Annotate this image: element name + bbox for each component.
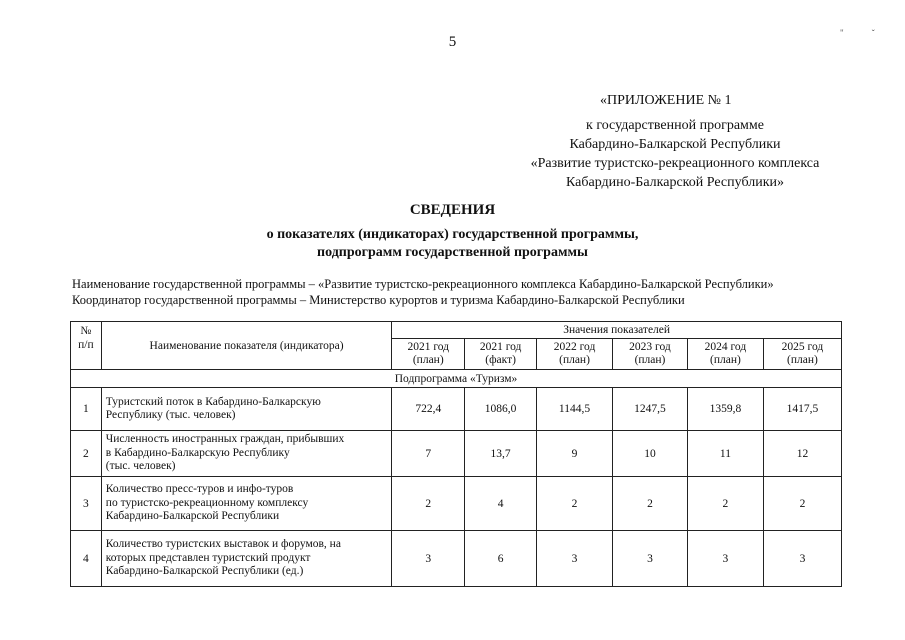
table-row: [71, 388, 842, 431]
indicator-name-line: по туристско-рекреационному комплексу: [105, 496, 309, 509]
year-label: 2024 год: [704, 341, 747, 353]
appendix-lines: [500, 116, 850, 192]
corner-mark: ˇ: [871, 28, 903, 38]
num-header-line: п/п: [78, 339, 94, 351]
values-header: Значения показателей: [392, 322, 842, 339]
indicator-value: 3: [687, 531, 763, 587]
indicator-name-line: Количество пресс-туров и инфо-туров: [105, 483, 294, 496]
page-number: 5: [448, 34, 457, 50]
year-header: [613, 339, 688, 370]
indicator-value: 1417,5: [763, 388, 841, 431]
indicator-name-line: (тыс. человек): [105, 460, 176, 473]
subprogram-row: [71, 370, 842, 388]
indicator-value: 2: [392, 477, 465, 531]
name-header: Наименование показателя (индикатора): [101, 322, 392, 370]
year-kind: (план): [559, 354, 590, 366]
indicator-value: 9: [537, 431, 613, 477]
year-label: 2023 год: [629, 341, 671, 353]
num-header: [71, 322, 102, 370]
year-header: [687, 339, 763, 370]
indicator-value: 3: [392, 531, 465, 587]
year-header: [392, 339, 465, 370]
year-header: [465, 339, 537, 370]
indicator-name-line: которых представлен туристский продукт: [105, 551, 311, 564]
year-kind: (план): [412, 354, 444, 366]
indicators-table: [70, 321, 842, 587]
indicator-value: 12: [763, 431, 841, 477]
indicator-name-line: Кабардино-Балкарской Республики (ед.): [105, 565, 304, 578]
indicator-value: 2: [763, 477, 841, 531]
indicator-name-line: Количество туристских выставок и форумов, на: [105, 538, 341, 551]
indicator-value: 2: [537, 477, 613, 531]
row-number: 1: [71, 388, 102, 431]
appendix-line: «Развитие туристско-рекреационного комплекса: [530, 156, 820, 171]
subtitle-line: о показателях (индикаторах) государственной программы,: [266, 227, 639, 242]
indicator-value: 3: [613, 531, 688, 587]
program-name-line: Наименование государственной программы – «Развитие туристско-рекреационного комплекса Кабардино-Балкарской Республики»: [72, 277, 774, 291]
year-kind: (план): [634, 354, 666, 366]
row-number: 3: [71, 477, 102, 531]
indicator-name-line: Кабардино-Балкарской Республики: [105, 510, 280, 523]
document-subtitle: [0, 226, 905, 262]
table-row: [71, 431, 842, 477]
indicator-value: 2: [613, 477, 688, 531]
year-kind: (план): [787, 354, 818, 366]
indicator-name-line: Численность иностранных граждан, прибывших: [105, 433, 345, 446]
year-kind: (план): [710, 354, 741, 366]
corner-marks: [840, 28, 903, 38]
table-row: [71, 531, 842, 587]
indicator-name-line: Туристский поток в Кабардино-Балкарскую: [105, 395, 321, 408]
row-number: 4: [71, 531, 102, 587]
indicator-value: 3: [537, 531, 613, 587]
indicator-name: [101, 388, 392, 431]
indicator-value: 7: [392, 431, 465, 477]
indicator-value: 1144,5: [537, 388, 613, 431]
appendix-line: Кабардино-Балкарской Республики: [569, 137, 781, 152]
year-header: [763, 339, 841, 370]
indicator-value: 3: [763, 531, 841, 587]
year-label: 2025 год: [781, 341, 824, 353]
indicator-value: 6: [465, 531, 537, 587]
subtitle-line: подпрограмм государственной программы: [317, 245, 588, 260]
indicator-value: 13,7: [465, 431, 537, 477]
indicator-value: 722,4: [392, 388, 465, 431]
year-header: [537, 339, 613, 370]
year-kind: (факт): [485, 354, 516, 366]
corner-mark: ": [840, 28, 872, 38]
indicator-value: 11: [687, 431, 763, 477]
indicator-name-line: Республику (тыс. человек): [105, 409, 236, 421]
year-label: 2021 год: [407, 341, 450, 353]
indicator-value: 1359,8: [687, 388, 763, 431]
indicator-value: 4: [465, 477, 537, 531]
program-coordinator-line: Координатор государственной программы – Министерство курортов и туризма Кабардино-Балкарской Республики: [72, 293, 685, 307]
program-meta: [72, 276, 774, 308]
document-title: СВЕДЕНИЯ: [409, 202, 496, 218]
indicator-name-line: в Кабардино-Балкарскую Республику: [105, 446, 290, 459]
appendix-line: к государственной программе: [586, 118, 764, 133]
indicator-name: [101, 431, 392, 477]
indicator-name: [101, 531, 392, 587]
row-number: 2: [71, 431, 102, 477]
indicator-value: 1247,5: [613, 388, 688, 431]
num-header-line: №: [80, 325, 92, 337]
indicator-value: 1086,0: [465, 388, 537, 431]
indicator-value: 2: [687, 477, 763, 531]
year-label: 2022 год: [553, 341, 596, 353]
appendix-title: «ПРИЛОЖЕНИЕ № 1: [600, 93, 732, 108]
subprogram-label: Подпрограмма «Туризм»: [71, 370, 842, 388]
indicator-value: 10: [613, 431, 688, 477]
indicator-name: [101, 477, 392, 531]
year-label: 2021 год: [479, 341, 522, 353]
appendix-line: Кабардино-Балкарской Республики»: [566, 175, 784, 190]
table-row: [71, 477, 842, 531]
